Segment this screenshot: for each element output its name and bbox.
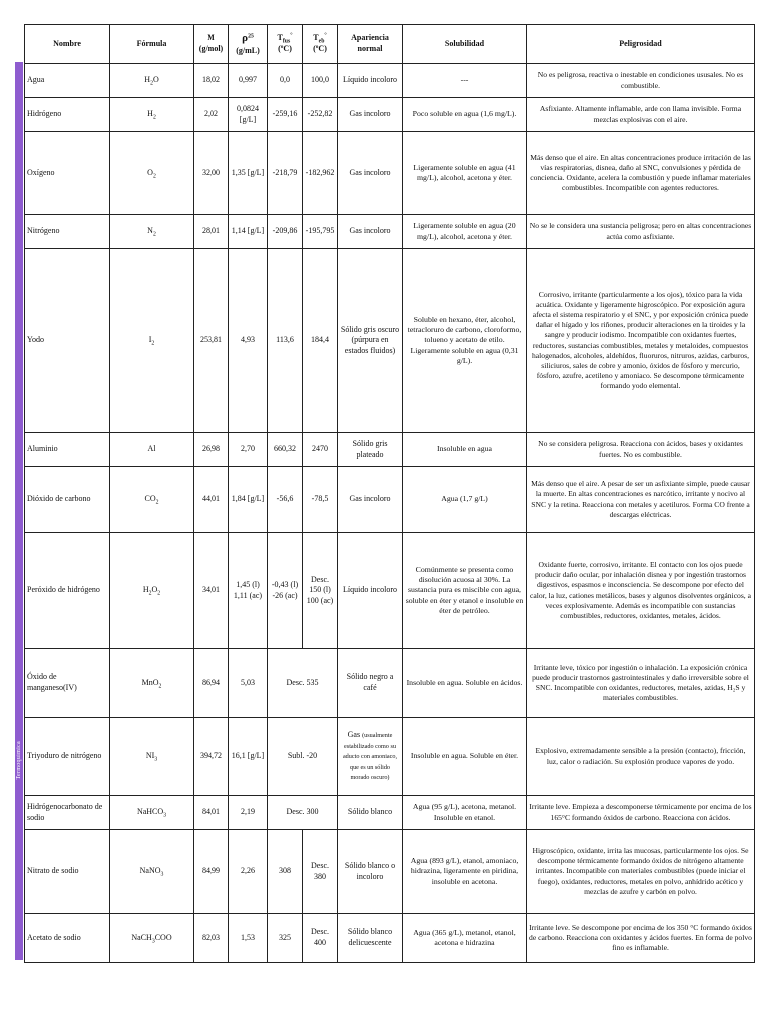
cell-formula: NaHCO$_3$: [110, 796, 194, 830]
col-header-masa: M (g/mol): [194, 25, 229, 64]
cell-nombre: Acetato de sodio: [25, 914, 110, 963]
cell-formula: Al: [110, 433, 194, 467]
cell-masa: 86,94: [194, 649, 229, 718]
cell-apariencia: Gas incoloro: [338, 132, 403, 215]
cell-solubilidad: Agua (365 g/L), metanol, etanol, acetona e hidrazina: [403, 914, 527, 963]
cell-formula: $H_2$: [110, 98, 194, 132]
cell-apariencia: Sólido blanco delicuescente: [338, 914, 403, 963]
cell-densidad: 0,997: [229, 64, 268, 98]
cell-densidad: 1,45 (l) 1,11 (ac): [229, 533, 268, 649]
table-row: [25, 830, 755, 914]
tfus-unit: (ºC): [278, 44, 292, 53]
tfus-t: T: [277, 33, 283, 43]
cell-formula: $CO_2$: [110, 467, 194, 533]
cell-nombre: Agua: [25, 64, 110, 98]
col-header-nombre: Nombre: [25, 25, 110, 64]
compounds-table: [24, 24, 755, 963]
cell-formula: NaCH$_3$COO: [110, 914, 194, 963]
cell-masa: 2,02: [194, 98, 229, 132]
apariencia-note: (usualmente estabilizado como su aducto con amoniaco, que es un sólido morado oscuro): [342, 732, 398, 782]
cell-formula: $H_2O_2$: [110, 533, 194, 649]
rho-temp: 25: [248, 33, 254, 40]
cell-masa: 84,99: [194, 830, 229, 914]
cell-masa: 34,01: [194, 533, 229, 649]
section-label-text: Termoquímica: [16, 740, 22, 780]
table-row: [25, 249, 755, 433]
cell-tfus: -56,6: [268, 467, 303, 533]
col-header-tfus: [268, 25, 303, 64]
cell-formula: $O_2$: [110, 132, 194, 215]
teb-sub: eb: [318, 39, 325, 46]
cell-densidad: 1,53: [229, 914, 268, 963]
tfus-sub: fus: [282, 39, 291, 46]
table-row: [25, 215, 755, 249]
col-header-teb: [303, 25, 338, 64]
cell-nombre: Nitrógeno: [25, 215, 110, 249]
cell-densidad: 2,70: [229, 433, 268, 467]
teb-unit: (ºC): [313, 44, 327, 53]
cell-tfus: -259,16: [268, 98, 303, 132]
table-row: [25, 914, 755, 963]
cell-densidad: 1,14 [g/L]: [229, 215, 268, 249]
cell-teb: -195,795: [303, 215, 338, 249]
cell-teb: -252,82: [303, 98, 338, 132]
cell-peligrosidad: Más denso que el aire. En altas concentraciones produce irritación de las vías respiratorias, disnea, daño al SNC, convulsiones y pérdida de conciencia. Oxidante, acelera la combustión y puede inflamar materiales combustibles. Incompatible con agentes reductores.: [527, 132, 755, 215]
table-row: [25, 132, 755, 215]
cell-tfus: 0,0: [268, 64, 303, 98]
cell-solubilidad: Agua (1,7 g/L): [403, 467, 527, 533]
cell-solubilidad: Comúnmente se presenta como disolución acuosa al 30%. La sustancia pura es miscible con agua, soluble en éter y etanol e insoluble en éter de petróleo.: [403, 533, 527, 649]
table-row: [25, 433, 755, 467]
cell-temperatura: Subl. -20: [268, 718, 338, 796]
section-label: [15, 700, 23, 820]
cell-solubilidad: Insoluble en agua. Soluble en éter.: [403, 718, 527, 796]
cell-peligrosidad: No se le considera una sustancia peligrosa; pero en altas concentraciones actúa como asfixiante.: [527, 215, 755, 249]
table-row: [25, 533, 755, 649]
cell-nombre: Triyoduro de nitrógeno: [25, 718, 110, 796]
cell-teb: 184,4: [303, 249, 338, 433]
cell-densidad: 4,93: [229, 249, 268, 433]
tfus-deg: °: [290, 32, 293, 39]
cell-formula: MnO$_2$: [110, 649, 194, 718]
cell-densidad: 16,1 [g/L]: [229, 718, 268, 796]
cell-nombre: Óxido de manganeso(IV): [25, 649, 110, 718]
cell-temperatura: Desc. 300: [268, 796, 338, 830]
cell-solubilidad: Ligeramente soluble en agua (41 mg/L), alcohol, acetona y éter.: [403, 132, 527, 215]
cell-solubilidad: Soluble en hexano, éter, alcohol, tetracloruro de carbono, cloroformo, tolueno y acetato de etilo. Ligeramente soluble en agua (0,31 g/L).: [403, 249, 527, 433]
cell-formula: $N_2$: [110, 215, 194, 249]
table-row: [25, 98, 755, 132]
cell-tfus: -218,79: [268, 132, 303, 215]
cell-peligrosidad: Oxidante fuerte, corrosivo, irritante. El contacto con los ojos puede producir daño ocular, por inhalación disnea y por ingestión trastornos digestivos, espasmos e inconsciencia. Se descompone por efecto del calor, la luz, cationes metálicos, bases y algunos disolventes orgánicos, a veces explosivamente. Además es incompatible con sustancias combustibles, reductores, oxidantes, metales, ácidos.: [527, 533, 755, 649]
cell-formula: $NI_3$: [110, 718, 194, 796]
cell-teb: -182,962: [303, 132, 338, 215]
cell-formula: $H_2O$: [110, 64, 194, 98]
cell-apariencia: Sólido blanco o incoloro: [338, 830, 403, 914]
cell-teb: Desc. 380: [303, 830, 338, 914]
col-header-peligrosidad: Peligrosidad: [527, 25, 755, 64]
cell-nombre: Oxígeno: [25, 132, 110, 215]
cell-tfus: 308: [268, 830, 303, 914]
teb-deg: °: [324, 32, 327, 39]
cell-peligrosidad: No se considera peligrosa. Reacciona con ácidos, bases y oxidantes fuertes. No es combustible.: [527, 433, 755, 467]
cell-peligrosidad: Asfixiante. Altamente inflamable, arde con llama invisible. Forma mezclas explosivas con el aire.: [527, 98, 755, 132]
cell-densidad: 1,35 [g/L]: [229, 132, 268, 215]
cell-masa: 18,02: [194, 64, 229, 98]
cell-nombre: Aluminio: [25, 433, 110, 467]
cell-densidad: 1,84 [g/L]: [229, 467, 268, 533]
cell-solubilidad: Agua (893 g/L), etanol, amoniaco, hidrazina, ligeramente en piridina, insoluble en acetona.: [403, 830, 527, 914]
col-header-solubilidad: Solubilidad: [403, 25, 527, 64]
cell-apariencia: Líquido incoloro: [338, 533, 403, 649]
cell-temperatura: Desc. 535: [268, 649, 338, 718]
cell-teb: -78,5: [303, 467, 338, 533]
teb-t: T: [313, 33, 319, 43]
cell-densidad: 0,0824 [g/L]: [229, 98, 268, 132]
table-row: [25, 467, 755, 533]
cell-peligrosidad: Higroscópico, oxidante, irrita las mucosas, particularmente los ojos. Se descompone térmicamente formando óxidos de nitrógeno altamente irritantes. Incompatible con materiales combustibles (puede iniciar el fuego), oxidantes, reductores, metales en polvo, anhídrido acético y mezclas de azufre y carbón en polvo.: [527, 830, 755, 914]
table-row: [25, 796, 755, 830]
cell-teb: Desc. 150 (l) 100 (ac): [303, 533, 338, 649]
cell-nombre: Hidrógenocarbonato de sodio: [25, 796, 110, 830]
table-row: [25, 64, 755, 98]
cell-densidad: 5,03: [229, 649, 268, 718]
header-row: [25, 25, 755, 64]
cell-tfus: 660,32: [268, 433, 303, 467]
cell-tfus: -0,43 (l) -26 (ac): [268, 533, 303, 649]
cell-apariencia: Sólido blanco: [338, 796, 403, 830]
rho-unit: (g/mL): [236, 45, 260, 55]
cell-masa: 82,03: [194, 914, 229, 963]
cell-apariencia: Sólido gris oscuro (púrpura en estados fluidos): [338, 249, 403, 433]
cell-solubilidad: Insoluble en agua. Soluble en ácidos.: [403, 649, 527, 718]
cell-apariencia: Sólido negro a café: [338, 649, 403, 718]
cell-masa: 26,98: [194, 433, 229, 467]
cell-densidad: 2,26: [229, 830, 268, 914]
cell-peligrosidad: Irritante leve. Empieza a descomponerse térmicamente por encima de los 165°C formando óxidos de carbono. Reacciona con ácidos.: [527, 796, 755, 830]
cell-solubilidad: ---: [403, 64, 527, 98]
cell-apariencia: Gas incoloro: [338, 467, 403, 533]
cell-solubilidad: Poco soluble en agua (1,6 mg/L).: [403, 98, 527, 132]
col-header-formula: Fórmula: [110, 25, 194, 64]
cell-densidad: 2,19: [229, 796, 268, 830]
cell-apariencia: Sólido gris plateado: [338, 433, 403, 467]
cell-peligrosidad: Explosivo, extremadamente sensible a la presión (contacto), fricción, luz, calor o radiación. Su explosión produce vapores de yodo.: [527, 718, 755, 796]
cell-apariencia: Gas incoloro: [338, 98, 403, 132]
cell-tfus: 113,6: [268, 249, 303, 433]
cell-peligrosidad: Más denso que el aire. A pesar de ser un asfixiante simple, puede causar la muerte. En altas concentraciones es narcótico, irritante y nocivo al SNC y la retina. Reacciona con metales y acetiluros. Forma CO frente a descargas eléctricas.: [527, 467, 755, 533]
cell-masa: 44,01: [194, 467, 229, 533]
cell-peligrosidad: Irritante leve, tóxico por ingestión o inhalación. La exposición crónica puede producir trastornos gastrointestinales y daño irreversible sobre el SNC. Incompatible con oxidantes, reductores, metales, azidas, H₂S y materiales combustibles.: [527, 649, 755, 718]
cell-teb: 100,0: [303, 64, 338, 98]
rho-symbol: ρ: [242, 32, 249, 45]
apariencia-main: Gas: [347, 730, 361, 740]
section-color-bar: [15, 62, 23, 960]
cell-tfus: 325: [268, 914, 303, 963]
cell-masa: 32,00: [194, 132, 229, 215]
cell-nombre: Dióxido de carbono: [25, 467, 110, 533]
cell-solubilidad: Ligeramente soluble en agua (20 mg/L), alcohol, acetona y éter.: [403, 215, 527, 249]
cell-nombre: Peróxido de hidrógeno: [25, 533, 110, 649]
cell-peligrosidad: No es peligrosa, reactiva o inestable en condiciones ususales. No es combustible.: [527, 64, 755, 98]
cell-nombre: Nitrato de sodio: [25, 830, 110, 914]
cell-apariencia: Gas incoloro: [338, 215, 403, 249]
cell-apariencia: [338, 718, 403, 796]
cell-tfus: -209,86: [268, 215, 303, 249]
cell-masa: 394,72: [194, 718, 229, 796]
cell-teb: 2470: [303, 433, 338, 467]
cell-nombre: Yodo: [25, 249, 110, 433]
cell-peligrosidad: Irritante leve. Se descompone por encima de los 350 °C formando óxidos de carbono. Reacciona con oxidantes y ácidos fuertes. En forma de polvo fino es inflamable.: [527, 914, 755, 963]
table-row: [25, 718, 755, 796]
cell-formula: NaNO$_3$: [110, 830, 194, 914]
cell-solubilidad: Agua (95 g/L), acetona, metanol. Insoluble en etanol.: [403, 796, 527, 830]
cell-masa: 84,01: [194, 796, 229, 830]
cell-nombre: Hidrógeno: [25, 98, 110, 132]
cell-masa: 28,01: [194, 215, 229, 249]
cell-apariencia: Líquido incoloro: [338, 64, 403, 98]
table-row: [25, 649, 755, 718]
cell-peligrosidad: Corrosivo, irritante (particularmente a los ojos), tóxico para la vida acuática. Oxidante y ligeramente higroscópico. Por exposición agura afecta el sistema respiratorio y el SNC, y por exposición crónica puede dañar el hígado y los riñones, producir alteraciones en la tiroides y la sangre y producir iodismo. Incompatible con oxidantes fuertes, reductores, sustancias combustibles, metales y metaloides, compuestos halogenados, alcoholes, aldehídos, fluoruros, nitruros, azidas, carburos, siliciuros, sales de cobre y amonio, óxidos de fósforo y mercurio, fósforo, azufre, acetileno y amoniaco. Se descompone térmicamente formando yodo elemental.: [527, 249, 755, 433]
col-header-apariencia: Apariencia normal: [338, 25, 403, 64]
cell-teb: Desc. 400: [303, 914, 338, 963]
cell-masa: 253,81: [194, 249, 229, 433]
cell-solubilidad: Insoluble en agua: [403, 433, 527, 467]
cell-formula: $I_2$: [110, 249, 194, 433]
col-header-densidad: [229, 25, 268, 64]
